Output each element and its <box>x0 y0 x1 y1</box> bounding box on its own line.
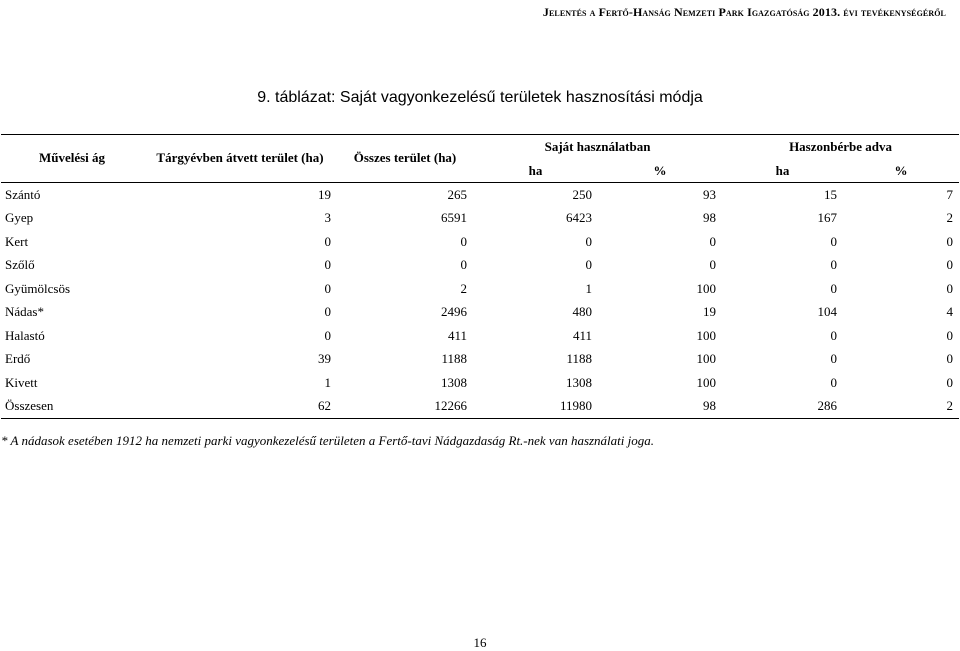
cell-own-pct: 19 <box>703 304 717 320</box>
cell-own-pct: 0 <box>709 257 717 273</box>
header-category: Művelési ág <box>1 135 143 183</box>
cell-transferred: 0 <box>324 280 331 296</box>
cell-transferred: 1 <box>324 374 331 390</box>
header-leased-ha: ha <box>722 160 843 183</box>
cell-category: Kivett <box>5 374 38 390</box>
cell-total: 0 <box>460 257 467 273</box>
cell-total: 2 <box>460 280 467 296</box>
table-row <box>1 301 959 325</box>
cell-own-ha: 250 <box>572 186 592 202</box>
table-row <box>1 207 959 231</box>
cell-total: 2496 <box>441 304 467 320</box>
cell-own-pct: 93 <box>703 186 717 202</box>
table-row <box>1 183 959 207</box>
cell-leased-ha: 15 <box>824 186 838 202</box>
header-own-ha: ha <box>473 160 598 183</box>
table-row <box>1 254 959 278</box>
cell-leased-ha: 0 <box>830 327 838 343</box>
cell-transferred: 62 <box>143 395 337 419</box>
cell-leased-ha: 0 <box>830 374 838 390</box>
footnote: * A nádasok esetében 1912 ha nemzeti parki vagyonkezelésű területen a Fertő-tavi Nádgazdaság Rt.-nek van használati joga. <box>1 433 655 448</box>
cell-category: Erdő <box>5 351 31 367</box>
cell-total: 1308 <box>441 374 467 390</box>
cell-leased-pct: 2 <box>946 210 954 226</box>
cell-transferred: 0 <box>324 257 331 273</box>
cell-total: 12266 <box>337 395 473 419</box>
cell-transferred: 0 <box>324 327 331 343</box>
cell-transferred: 0 <box>324 304 331 320</box>
cell-leased-ha: 104 <box>817 304 838 320</box>
cell-own-pct: 100 <box>696 280 717 296</box>
cell-own-pct: 100 <box>696 351 717 367</box>
cell-category: Halastó <box>5 327 45 343</box>
cell-leased-pct: 2 <box>843 395 959 419</box>
land-use-table <box>1 134 959 419</box>
cell-leased-pct: 0 <box>946 280 954 296</box>
table-body <box>1 183 959 419</box>
cell-category: Gyümölcsös <box>5 280 70 296</box>
cell-leased-ha: 0 <box>830 351 838 367</box>
cell-total: 1188 <box>441 351 467 367</box>
cell-own-pct: 98 <box>598 395 722 419</box>
header-own-use: Saját használatban <box>473 135 722 161</box>
cell-own-ha: 1 <box>585 280 592 296</box>
cell-category: Nádas* <box>5 304 44 320</box>
header-row-top <box>1 135 959 161</box>
header-total: Összes terület (ha) <box>337 135 473 183</box>
header-leased: Haszonbérbe adva <box>722 135 959 161</box>
cell-own-pct: 100 <box>696 374 717 390</box>
cell-own-pct: 0 <box>709 233 717 249</box>
cell-own-ha: 480 <box>572 304 592 320</box>
cell-own-pct: 100 <box>696 327 717 343</box>
cell-leased-pct: 4 <box>946 304 954 320</box>
cell-own-ha: 6423 <box>566 210 592 226</box>
cell-total: 6591 <box>441 210 467 226</box>
table-row <box>1 371 959 395</box>
cell-leased-ha: 0 <box>830 280 838 296</box>
cell-transferred: 3 <box>324 210 331 226</box>
cell-leased-pct: 0 <box>946 257 954 273</box>
cell-leased-ha: 167 <box>817 210 838 226</box>
cell-transferred: 39 <box>318 351 331 367</box>
cell-category: Szántó <box>5 186 41 202</box>
cell-transferred: 19 <box>318 186 331 202</box>
table-row <box>1 348 959 372</box>
table-caption: 9. táblázat: Saját vagyonkezelésű területek hasznosítási módja <box>257 89 703 106</box>
cell-leased-pct: 7 <box>946 186 954 202</box>
header-transferred: Tárgyévben átvett terület (ha) <box>143 135 337 183</box>
cell-own-ha: 0 <box>585 257 592 273</box>
cell-leased-pct: 0 <box>946 233 954 249</box>
table-row <box>1 277 959 301</box>
cell-leased-ha: 0 <box>830 257 838 273</box>
cell-total: 411 <box>447 327 467 343</box>
table-row <box>1 395 959 419</box>
cell-leased-ha: 0 <box>830 233 838 249</box>
page-number: 16 <box>473 635 487 650</box>
cell-transferred: 0 <box>324 233 331 249</box>
cell-category: Szőlő <box>5 257 35 273</box>
header-leased-pct: % <box>843 160 959 183</box>
cell-category: Összesen <box>1 395 143 419</box>
cell-leased-pct: 0 <box>946 374 954 390</box>
running-header: Jelentés a Fertő-Hanság Nemzeti Park Igazgatóság 2013. évi tevékenységéről <box>542 5 946 19</box>
cell-leased-pct: 0 <box>946 351 954 367</box>
cell-own-ha: 1308 <box>566 374 592 390</box>
cell-total: 265 <box>447 186 467 202</box>
cell-own-ha: 0 <box>585 233 592 249</box>
cell-category: Kert <box>5 233 29 249</box>
cell-own-ha: 1188 <box>566 351 592 367</box>
table-row <box>1 230 959 254</box>
cell-leased-pct: 0 <box>946 327 954 343</box>
cell-own-ha: 411 <box>572 327 592 343</box>
cell-category: Gyep <box>5 210 34 226</box>
cell-own-ha: 11980 <box>473 395 598 419</box>
cell-own-pct: 98 <box>703 210 717 226</box>
cell-total: 0 <box>460 233 467 249</box>
header-own-pct: % <box>598 160 722 183</box>
cell-leased-ha: 286 <box>722 395 843 419</box>
table-row <box>1 324 959 348</box>
